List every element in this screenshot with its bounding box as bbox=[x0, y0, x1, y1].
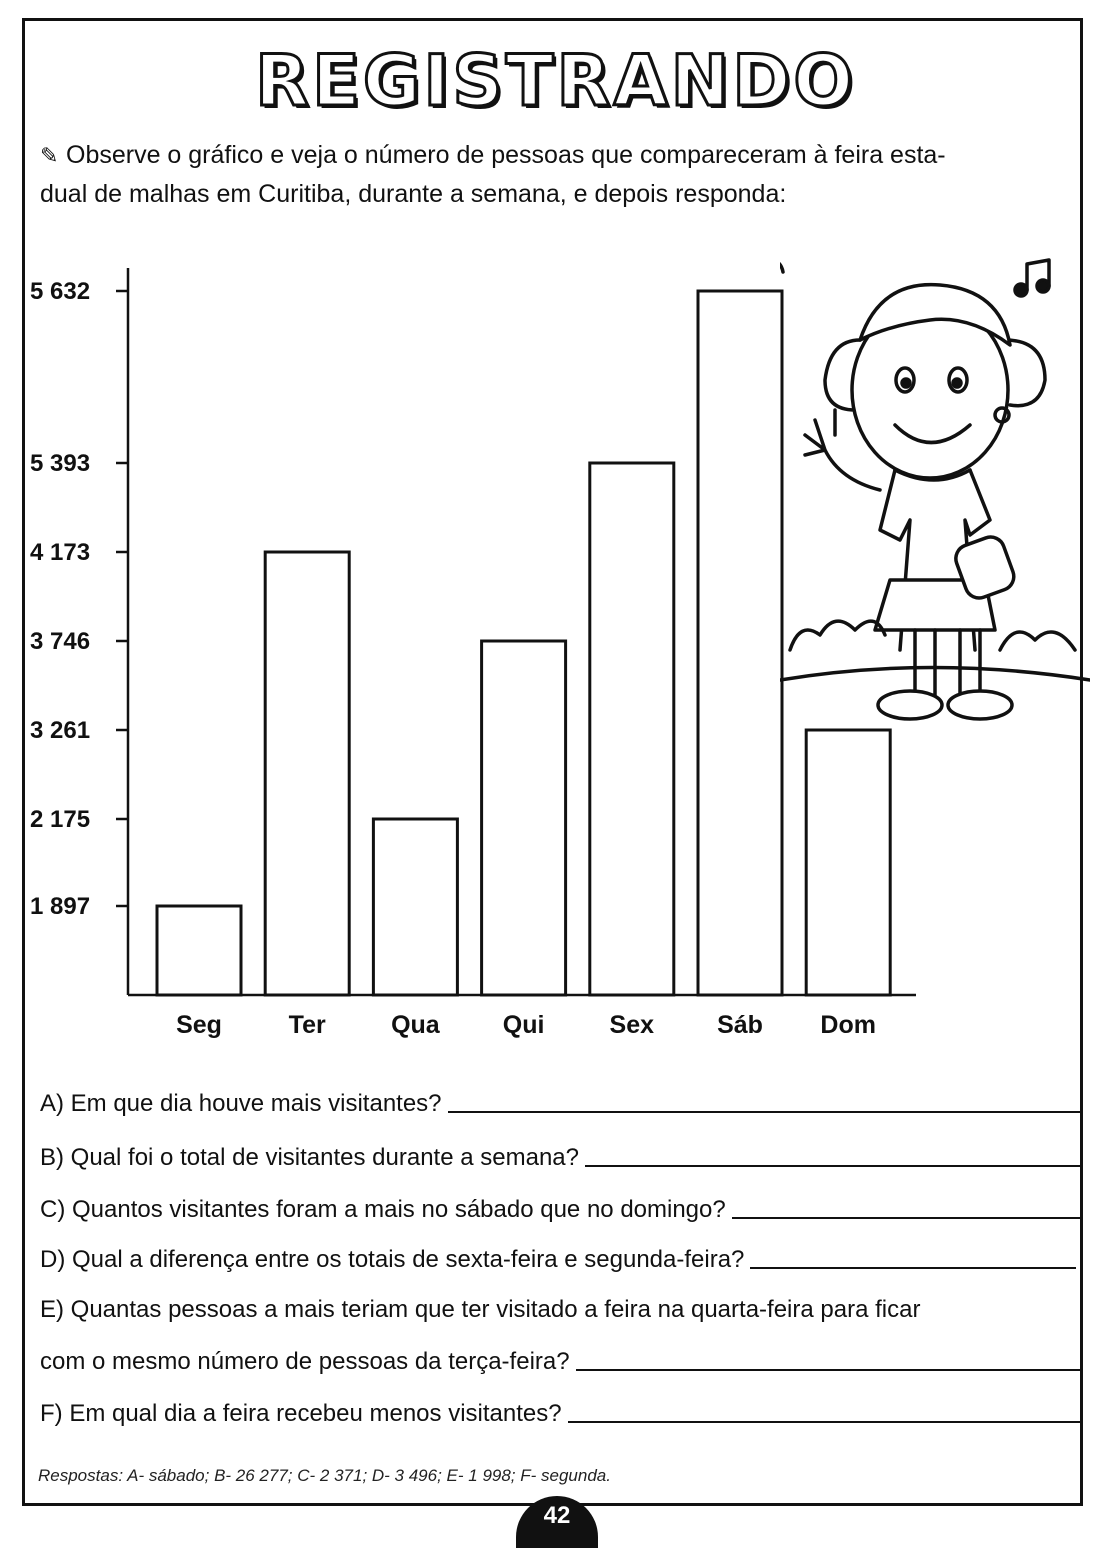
answer-line[interactable] bbox=[750, 1266, 1076, 1269]
y-tick-label: 3 746 bbox=[30, 628, 91, 655]
girl-illustration-icon bbox=[780, 250, 1090, 730]
y-tick-label: 1 897 bbox=[30, 893, 91, 920]
x-tick-label: Qua bbox=[391, 1011, 440, 1039]
y-tick-label: 2 175 bbox=[30, 806, 91, 833]
question-text: com o mesmo número de pessoas da terça-feira? bbox=[40, 1348, 570, 1375]
x-tick-label: Dom bbox=[820, 1011, 876, 1039]
y-tick-label: 5 393 bbox=[30, 450, 91, 477]
question-e-continued bbox=[40, 1348, 1080, 1376]
y-tick-label: 4 173 bbox=[30, 539, 91, 566]
bar-sáb bbox=[698, 291, 782, 995]
page-title: REGISTRANDO bbox=[255, 40, 856, 122]
y-tick-label: 5 632 bbox=[30, 278, 91, 305]
answer-line[interactable] bbox=[448, 1110, 1080, 1113]
bar-sex bbox=[590, 463, 674, 995]
question-text: E) Quantas pessoas a mais teriam que ter visitado a feira na quarta-feira para ficar bbox=[40, 1296, 921, 1323]
answer-line[interactable] bbox=[732, 1216, 1080, 1219]
answer-line[interactable] bbox=[585, 1164, 1080, 1167]
x-tick-label: Sex bbox=[609, 1011, 655, 1039]
bar-dom bbox=[806, 730, 890, 995]
question-a bbox=[40, 1090, 1080, 1118]
question-f bbox=[40, 1400, 1080, 1428]
x-tick-label: Seg bbox=[176, 1011, 222, 1039]
answers-footnote: Respostas: A- sábado; B- 26 277; C- 2 371; D- 3 496; E- 1 998; F- segunda. bbox=[38, 1466, 611, 1485]
pencil-icon: ✎ bbox=[40, 143, 59, 168]
answer-line[interactable] bbox=[568, 1420, 1080, 1423]
intro-line-1: Observe o gráfico e veja o número de pessoas que compareceram à feira esta- bbox=[66, 141, 946, 169]
question-text: F) Em qual dia a feira recebeu menos visitantes? bbox=[40, 1400, 562, 1427]
x-tick-label: Ter bbox=[288, 1011, 326, 1039]
question-d bbox=[40, 1246, 1076, 1274]
bar-qua bbox=[373, 819, 457, 995]
y-tick-label: 3 261 bbox=[30, 717, 91, 744]
bar-qui bbox=[482, 641, 566, 995]
bar-seg bbox=[157, 906, 241, 995]
question-text: A) Em que dia houve mais visitantes? bbox=[40, 1090, 442, 1117]
page-number: 42 bbox=[516, 1496, 598, 1548]
question-text: B) Qual foi o total de visitantes durante a semana? bbox=[40, 1144, 579, 1171]
question-c bbox=[40, 1196, 1080, 1224]
question-text: C) Quantos visitantes foram a mais no sábado que no domingo? bbox=[40, 1196, 726, 1223]
question-e bbox=[40, 1296, 1080, 1324]
x-tick-label: Sáb bbox=[717, 1011, 763, 1039]
answer-line[interactable] bbox=[576, 1368, 1080, 1371]
x-tick-label: Qui bbox=[502, 1011, 545, 1039]
bar-ter bbox=[265, 552, 349, 995]
question-b bbox=[40, 1144, 1080, 1172]
question-text: D) Qual a diferença entre os totais de sexta-feira e segunda-feira? bbox=[40, 1246, 745, 1273]
intro-line-2: dual de malhas em Curitiba, durante a semana, e depois responda: bbox=[40, 180, 787, 208]
